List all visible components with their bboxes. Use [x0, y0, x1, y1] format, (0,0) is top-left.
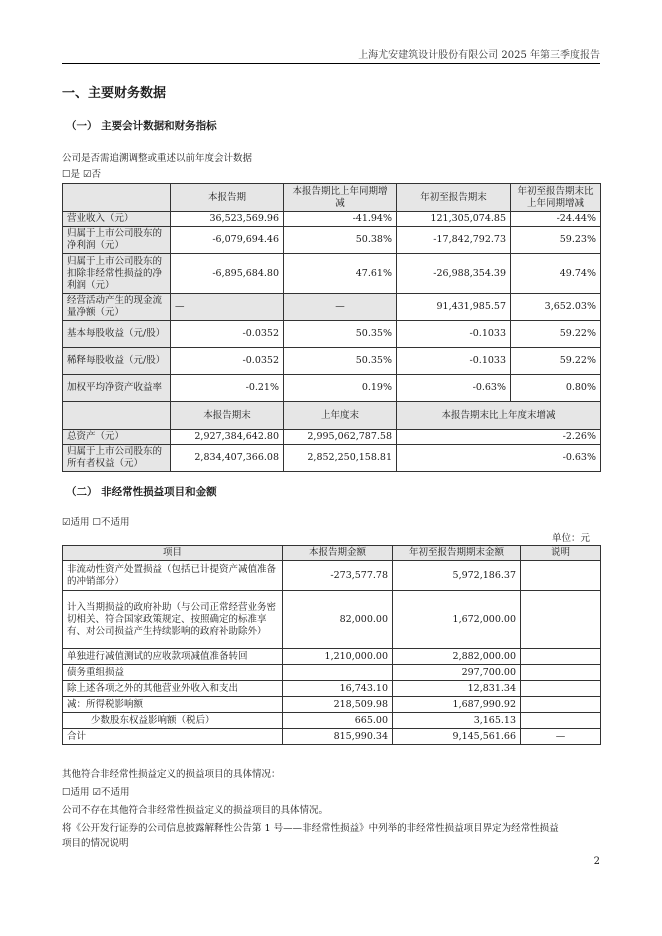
table-cell [521, 591, 601, 649]
table-header-row-2 [63, 402, 601, 430]
row-label: 减：所得税影响额 [63, 697, 283, 713]
table-cell: 2,995,062,787.58 [284, 430, 397, 445]
table-cell [521, 697, 601, 713]
classification-note: 将《公开发行证券的公司信息披露解释性公告第 1 号——非经常性损益》中列举的非经常性损益项目界定为经常性损益 [62, 823, 559, 834]
table-cell [521, 681, 601, 697]
table-cell [521, 665, 601, 681]
table-row [63, 321, 601, 348]
table-row [63, 697, 601, 713]
header-cell: 本报告期末比上年度末增减 [397, 402, 601, 430]
table-cell: -6,079,694.46 [171, 227, 284, 254]
table-row [63, 649, 601, 665]
restatement-options: ☐是 ☑否 [62, 169, 102, 180]
table-cell: — [284, 294, 397, 321]
table-cell: 16,743.10 [283, 681, 393, 697]
table-cell: 50.38% [284, 227, 397, 254]
page-number: 2 [593, 856, 600, 867]
table-cell: -0.1033 [397, 348, 511, 375]
table-cell: -2.26% [397, 430, 601, 445]
header-cell: 本报告期 [171, 184, 284, 212]
restatement-question: 公司是否需追溯调整或重述以前年度会计数据 [62, 153, 253, 164]
table-cell: 0.19% [284, 375, 397, 402]
table-cell: 50.35% [284, 321, 397, 348]
table-cell: 82,000.00 [283, 591, 393, 649]
table-cell: 3,165.13 [393, 713, 521, 729]
table-row [63, 561, 601, 591]
header-cell [63, 402, 171, 430]
table-row [63, 348, 601, 375]
non-recurring-options: ☑适用 ☐不适用 [62, 517, 130, 528]
row-label: 基本每股收益（元/股） [63, 321, 171, 348]
table-cell: 1,672,000.00 [393, 591, 521, 649]
table-cell [521, 561, 601, 591]
row-label: 总资产（元） [63, 430, 171, 445]
table-row-total [63, 729, 601, 745]
table-cell: 665.00 [283, 713, 393, 729]
header-cell: 项目 [63, 546, 283, 561]
table-cell: 2,834,407,366.08 [171, 445, 284, 472]
row-label: 少数股东权益影响额（税后） [63, 713, 283, 729]
table-cell: 3,652.03% [511, 294, 601, 321]
table-cell: — [521, 729, 601, 745]
table-cell: -26,988,354.39 [397, 254, 511, 294]
table-cell: 2,852,250,158.81 [284, 445, 397, 472]
table-cell: 297,700.00 [393, 665, 521, 681]
table-cell: 59.22% [511, 321, 601, 348]
table-cell: -0.63% [397, 375, 511, 402]
header-cell [63, 184, 171, 212]
table-cell: 50.35% [284, 348, 397, 375]
table-row [63, 430, 601, 445]
table-cell: -0.63% [397, 445, 601, 472]
table-row [63, 681, 601, 697]
table-row [63, 212, 601, 227]
row-label: 营业收入（元） [63, 212, 171, 227]
header-cell: 年初至报告期末 [397, 184, 511, 212]
table-cell: 2,882,000.00 [393, 649, 521, 665]
table-header-row [63, 184, 601, 212]
table-cell: -0.1033 [397, 321, 511, 348]
table-row [63, 445, 601, 472]
other-items-options: ☐适用 ☑不适用 [62, 787, 130, 798]
table-cell: 47.61% [284, 254, 397, 294]
row-label: 债务重组损益 [63, 665, 283, 681]
table-cell [521, 713, 601, 729]
report-title: 上海尤安建筑设计股份有限公司 2025 年第三季度报告 [358, 50, 600, 61]
row-label: 加权平均净资产收益率 [63, 375, 171, 402]
table-cell: -41.94% [284, 212, 397, 227]
header-cell: 说明 [521, 546, 601, 561]
header-cell: 年初至报告期期末金额 [393, 546, 521, 561]
table-row [63, 254, 601, 294]
table-cell: 121,305,074.85 [397, 212, 511, 227]
header-cell: 本报告期比上年同期增减 [284, 184, 397, 212]
table-cell: 5,972,186.37 [393, 561, 521, 591]
table-row [63, 713, 601, 729]
row-label: 归属于上市公司股东的所有者权益（元） [63, 445, 171, 472]
table-cell: 12,831.34 [393, 681, 521, 697]
table-cell: -17,842,792.73 [397, 227, 511, 254]
table-cell [283, 665, 393, 681]
table-row [63, 591, 601, 649]
row-label: 非流动性资产处置损益（包括已计提资产减值准备的冲销部分） [63, 561, 283, 591]
section-title-financial-data: 一、主要财务数据 [62, 86, 167, 101]
row-label: 经营活动产生的现金流量净额（元） [63, 294, 171, 321]
row-label: 归属于上市公司股东的净利润（元） [63, 227, 171, 254]
table-cell: 36,523,569.96 [171, 212, 284, 227]
table-row [63, 375, 601, 402]
table-cell: 815,990.34 [283, 729, 393, 745]
header-cell: 本报告期末 [171, 402, 284, 430]
header-cell: 年初至报告期末比上年同期增减 [511, 184, 601, 212]
table-row [63, 227, 601, 254]
table-row [63, 665, 601, 681]
key-financial-data-table [62, 183, 601, 472]
header-cell: 本报告期金额 [283, 546, 393, 561]
table-cell: -0.0352 [171, 348, 284, 375]
header-cell: 上年度末 [284, 402, 397, 430]
table-header-row [63, 546, 601, 561]
row-label: 计入当期损益的政府补助（与公司正常经营业务密切相关、符合国家政策规定、按照确定的标准享有、对公司损益产生持续影响的政府补助除外） [63, 591, 283, 649]
table-cell: -6,895,684.80 [171, 254, 284, 294]
table-cell [521, 649, 601, 665]
table-cell: 59.23% [511, 227, 601, 254]
table-cell: 1,210,000.00 [283, 649, 393, 665]
table-cell: 49.74% [511, 254, 601, 294]
table-cell: 9,145,561.66 [393, 729, 521, 745]
row-label: 除上述各项之外的其他营业外收入和支出 [63, 681, 283, 697]
table-cell: -0.0352 [171, 321, 284, 348]
table-cell: -0.21% [171, 375, 284, 402]
table-cell: — [171, 294, 284, 321]
subsection-title-non-recurring: （二） 非经常性损益项目和金额 [66, 486, 217, 498]
subsection-title-accounting-data: （一） 主要会计数据和财务指标 [66, 120, 217, 132]
table-cell: 218,509.98 [283, 697, 393, 713]
row-label: 稀释每股收益（元/股） [63, 348, 171, 375]
table-cell: 91,431,985.57 [397, 294, 511, 321]
non-recurring-items-table [62, 545, 601, 745]
other-items-note: 其他符合非经常性损益定义的损益项目的具体情况： [62, 769, 281, 780]
row-label: 归属于上市公司股东的扣除非经常性损益的净利润（元） [63, 254, 171, 294]
table-cell: 0.80% [511, 375, 601, 402]
unit-label: 单位：元 [551, 533, 590, 544]
table-cell: 59.22% [511, 348, 601, 375]
row-label: 合计 [63, 729, 283, 745]
page-header [62, 44, 600, 64]
table-cell: 2,927,384,642.80 [171, 430, 284, 445]
table-row [63, 294, 601, 321]
no-other-items-note: 公司不存在其他符合非经常性损益定义的损益项目的具体情况。 [62, 805, 329, 816]
table-cell: 1,687,990.92 [393, 697, 521, 713]
row-label: 单独进行减值测试的应收款项减值准备转回 [63, 649, 283, 665]
table-cell: -273,577.78 [283, 561, 393, 591]
classification-note-cont: 项目的情况说明 [62, 838, 129, 849]
table-cell: -24.44% [511, 212, 601, 227]
